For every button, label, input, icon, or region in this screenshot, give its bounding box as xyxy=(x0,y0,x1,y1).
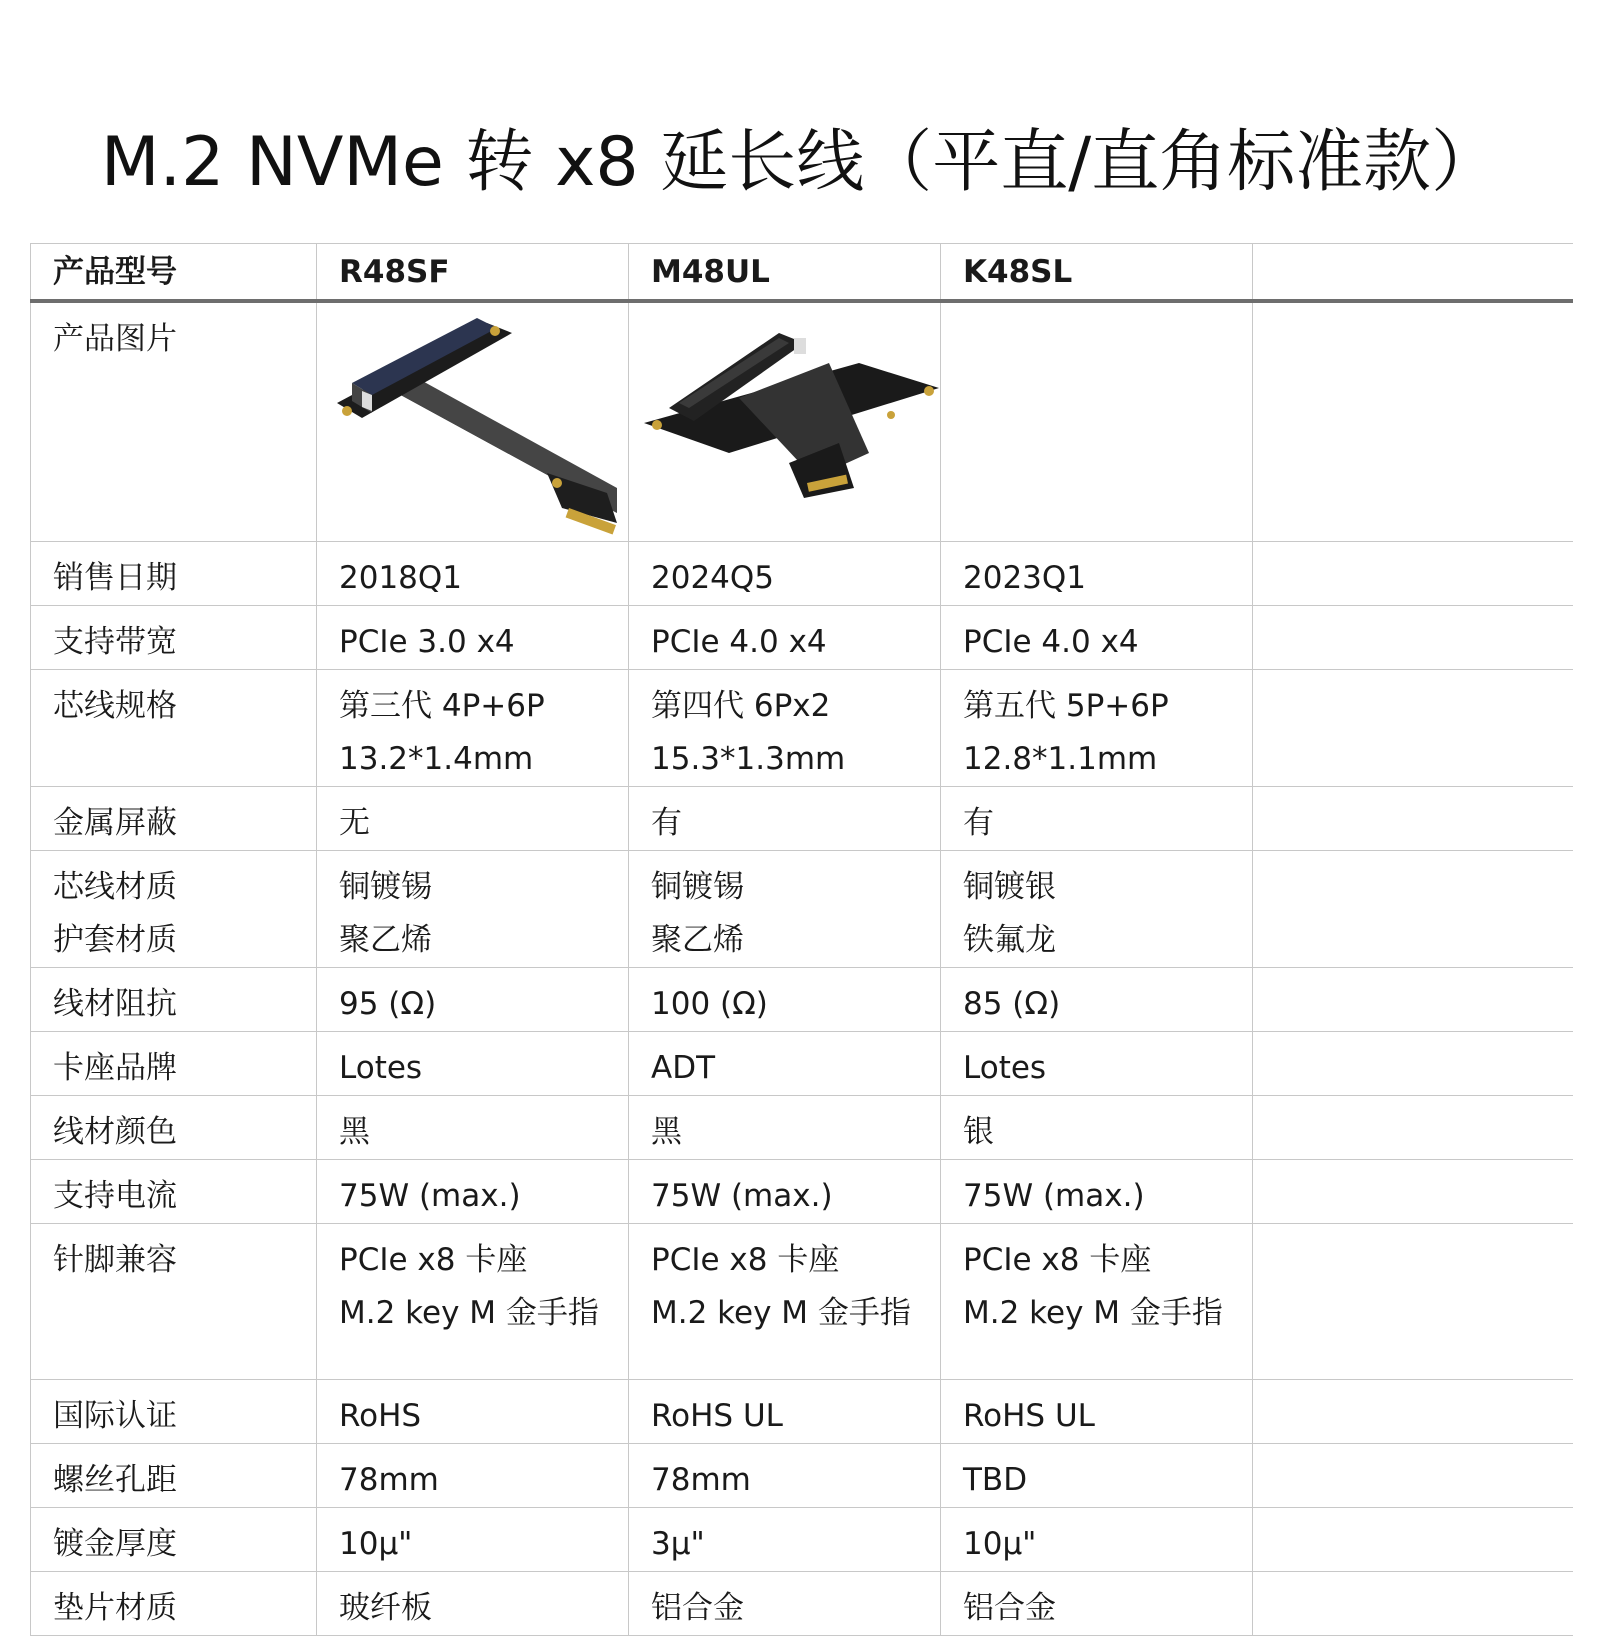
model-name-empty xyxy=(1253,244,1573,302)
cell-connector-brand-empty xyxy=(1253,1031,1573,1095)
cell-text: 15.3*1.3mm xyxy=(651,740,846,777)
cell-certification-m48ul xyxy=(629,1379,941,1443)
cell-text: 85 (Ω) xyxy=(963,985,1061,1022)
cell-spacer-material-m48ul xyxy=(629,1571,941,1635)
cell-text: RoHS UL xyxy=(651,1397,783,1434)
cell-sale-date-empty xyxy=(1253,541,1573,605)
row-label-text: 线材阻抗 xyxy=(53,985,177,1022)
cell-bandwidth-r48sf xyxy=(317,605,629,669)
cell-metal-shield-k48sl xyxy=(941,786,1253,850)
row-impedance xyxy=(31,967,1573,1031)
cell-metal-shield-empty xyxy=(1253,786,1573,850)
row-label-text: 卡座品牌 xyxy=(53,1049,177,1086)
cell-metal-shield-m48ul xyxy=(629,786,941,850)
cell-material-empty xyxy=(1253,850,1573,967)
cell-text: PCIe 4.0 x4 xyxy=(963,623,1139,660)
row-label-pin-compat xyxy=(31,1223,317,1379)
cell-pin-compat-r48sf xyxy=(317,1223,629,1379)
cell-pin-compat-empty xyxy=(1253,1223,1573,1379)
cell-connector-brand-m48ul xyxy=(629,1031,941,1095)
cell-metal-shield-r48sf xyxy=(317,786,629,850)
image-cell-k48sl xyxy=(941,301,1253,541)
row-certification xyxy=(31,1379,1573,1443)
row-label-spacer-material xyxy=(31,1571,317,1635)
row-label-sale-date xyxy=(31,541,317,605)
row-label-text: 护套材质 xyxy=(53,921,177,958)
row-label-text: 芯线规格 xyxy=(53,687,177,724)
cell-text: 第四代 6Px2 xyxy=(651,687,831,724)
cell-text: 无 xyxy=(339,804,370,841)
cell-material-k48sl xyxy=(941,850,1253,967)
cell-screw-spacing-k48sl xyxy=(941,1443,1253,1507)
cell-cable-color-r48sf xyxy=(317,1095,629,1159)
cell-text: 第三代 4P+6P xyxy=(339,687,545,724)
cell-core-spec-r48sf xyxy=(317,669,629,786)
row-sale-date xyxy=(31,541,1573,605)
cell-sale-date-r48sf xyxy=(317,541,629,605)
cell-text: 第五代 5P+6P xyxy=(963,687,1169,724)
cell-text: 有 xyxy=(963,804,994,841)
cell-text: PCIe x8 卡座 xyxy=(963,1241,1152,1278)
cell-certification-r48sf xyxy=(317,1379,629,1443)
row-label-text: 线材颜色 xyxy=(53,1113,177,1150)
cell-text: Lotes xyxy=(963,1049,1047,1086)
row-label-metal-shield xyxy=(31,786,317,850)
row-bandwidth xyxy=(31,605,1573,669)
cell-text: 玻纤板 xyxy=(339,1589,432,1626)
row-label-text: 垫片材质 xyxy=(53,1589,177,1626)
cell-text: RoHS UL xyxy=(963,1397,1095,1434)
cell-text: 聚乙烯 xyxy=(651,921,744,958)
cell-current-m48ul xyxy=(629,1159,941,1223)
cell-text: 10μ" xyxy=(963,1525,1037,1562)
row-current xyxy=(31,1159,1573,1223)
row-label-connector-brand xyxy=(31,1031,317,1095)
row-cable-color xyxy=(31,1095,1573,1159)
cell-spacer-material-k48sl xyxy=(941,1571,1253,1635)
image-cell-r48sf xyxy=(317,301,629,541)
cell-text: 聚乙烯 xyxy=(339,921,432,958)
image-row-label: 产品图片 xyxy=(31,301,317,541)
row-label-cable-color xyxy=(31,1095,317,1159)
row-pin-compat xyxy=(31,1223,1573,1379)
cell-text: M.2 key M 金手指 xyxy=(339,1294,599,1331)
cell-cable-color-k48sl xyxy=(941,1095,1253,1159)
row-label-current xyxy=(31,1159,317,1223)
cell-text: M.2 key M 金手指 xyxy=(963,1294,1223,1331)
cell-screw-spacing-empty xyxy=(1253,1443,1573,1507)
riser-cable-right-angle-image xyxy=(629,303,940,538)
cell-impedance-empty xyxy=(1253,967,1573,1031)
cell-gold-thickness-r48sf xyxy=(317,1507,629,1571)
row-label-text: 支持电流 xyxy=(53,1177,177,1214)
image-cell-m48ul xyxy=(629,301,941,541)
cell-text: 75W (max.) xyxy=(651,1177,833,1214)
cell-text: 78mm xyxy=(651,1461,751,1498)
cell-gold-thickness-empty xyxy=(1253,1507,1573,1571)
cell-text: 铝合金 xyxy=(963,1589,1056,1626)
cell-text: 铜镀银 xyxy=(963,868,1056,905)
page-title: M.2 NVMe 转 x8 延长线（平直/直角标准款） xyxy=(100,123,1500,202)
riser-cable-straight-image xyxy=(317,303,628,538)
row-label-core-spec xyxy=(31,669,317,786)
cell-text: TBD xyxy=(963,1461,1028,1498)
cell-connector-brand-k48sl xyxy=(941,1031,1253,1095)
row-label-certification xyxy=(31,1379,317,1443)
cell-bandwidth-empty xyxy=(1253,605,1573,669)
cell-text: 铝合金 xyxy=(651,1589,744,1626)
cell-cable-color-m48ul xyxy=(629,1095,941,1159)
row-label-impedance xyxy=(31,967,317,1031)
cell-text: ADT xyxy=(651,1049,716,1086)
cell-spacer-material-r48sf xyxy=(317,1571,629,1635)
cell-certification-empty xyxy=(1253,1379,1573,1443)
cell-text: 2018Q1 xyxy=(339,559,463,596)
cell-text: 黑 xyxy=(651,1113,682,1150)
cell-text: 3μ" xyxy=(651,1525,705,1562)
row-gold-thickness xyxy=(31,1507,1573,1571)
cell-current-empty xyxy=(1253,1159,1573,1223)
cell-impedance-k48sl xyxy=(941,967,1253,1031)
row-label-bandwidth xyxy=(31,605,317,669)
cell-text: 2024Q5 xyxy=(651,559,775,596)
header-label: 产品型号 xyxy=(31,244,317,302)
cell-gold-thickness-k48sl xyxy=(941,1507,1253,1571)
model-name-k48sl: K48SL xyxy=(941,244,1253,302)
cell-sale-date-k48sl xyxy=(941,541,1253,605)
row-metal-shield xyxy=(31,786,1573,850)
cell-screw-spacing-m48ul xyxy=(629,1443,941,1507)
row-spacer-material xyxy=(31,1571,1573,1635)
row-label-screw-spacing xyxy=(31,1443,317,1507)
model-name-m48ul: M48UL xyxy=(629,244,941,302)
cell-material-m48ul xyxy=(629,850,941,967)
cell-text: PCIe x8 卡座 xyxy=(651,1241,840,1278)
cell-text: 2023Q1 xyxy=(963,559,1087,596)
cell-impedance-m48ul xyxy=(629,967,941,1031)
cell-gold-thickness-m48ul xyxy=(629,1507,941,1571)
cell-bandwidth-m48ul xyxy=(629,605,941,669)
row-label-gold-thickness xyxy=(31,1507,317,1571)
cell-text: 13.2*1.4mm xyxy=(339,740,534,777)
row-label-text: 金属屏蔽 xyxy=(53,804,177,841)
model-name-r48sf: R48SF xyxy=(317,244,629,302)
cell-text: 铜镀锡 xyxy=(339,868,432,905)
cell-core-spec-empty xyxy=(1253,669,1573,786)
cell-text: Lotes xyxy=(339,1049,423,1086)
cell-pin-compat-k48sl xyxy=(941,1223,1253,1379)
cell-impedance-r48sf xyxy=(317,967,629,1031)
row-label-text: 国际认证 xyxy=(53,1397,177,1434)
header-row xyxy=(31,244,1573,302)
cell-text: PCIe x8 卡座 xyxy=(339,1241,528,1278)
row-label-text: 针脚兼容 xyxy=(53,1241,177,1278)
cell-cable-color-empty xyxy=(1253,1095,1573,1159)
row-label-text: 支持带宽 xyxy=(53,623,177,660)
cell-text: 银 xyxy=(963,1113,994,1150)
cell-text: PCIe 4.0 x4 xyxy=(651,623,827,660)
row-connector-brand xyxy=(31,1031,1573,1095)
row-label-material xyxy=(31,850,317,967)
cell-text: 75W (max.) xyxy=(963,1177,1145,1214)
cell-sale-date-m48ul xyxy=(629,541,941,605)
cell-text: 12.8*1.1mm xyxy=(963,740,1158,777)
cell-spacer-material-empty xyxy=(1253,1571,1573,1635)
row-label-text: 螺丝孔距 xyxy=(53,1461,177,1498)
row-label-text: 销售日期 xyxy=(53,559,177,596)
cell-text: 75W (max.) xyxy=(339,1177,521,1214)
row-label-text: 芯线材质 xyxy=(53,868,177,905)
cell-core-spec-k48sl xyxy=(941,669,1253,786)
cell-text: PCIe 3.0 x4 xyxy=(339,623,515,660)
cell-text: RoHS xyxy=(339,1397,422,1434)
cell-text: 78mm xyxy=(339,1461,439,1498)
cell-text: 95 (Ω) xyxy=(339,985,437,1022)
cell-material-r48sf xyxy=(317,850,629,967)
cell-certification-k48sl xyxy=(941,1379,1253,1443)
image-cell-empty xyxy=(1253,301,1573,541)
cell-connector-brand-r48sf xyxy=(317,1031,629,1095)
cell-text: M.2 key M 金手指 xyxy=(651,1294,911,1331)
cell-current-r48sf xyxy=(317,1159,629,1223)
cell-text: 黑 xyxy=(339,1113,370,1150)
row-label-text: 镀金厚度 xyxy=(53,1525,177,1562)
cell-bandwidth-k48sl xyxy=(941,605,1253,669)
cell-text: 铁氟龙 xyxy=(963,921,1056,958)
image-row xyxy=(31,301,1573,541)
cell-text: 10μ" xyxy=(339,1525,413,1562)
cell-text: 有 xyxy=(651,804,682,841)
cell-current-k48sl xyxy=(941,1159,1253,1223)
row-screw-spacing xyxy=(31,1443,1573,1507)
row-core-spec xyxy=(31,669,1573,786)
cell-screw-spacing-r48sf xyxy=(317,1443,629,1507)
spec-table xyxy=(30,243,1573,1636)
row-material xyxy=(31,850,1573,967)
cell-core-spec-m48ul xyxy=(629,669,941,786)
cell-pin-compat-m48ul xyxy=(629,1223,941,1379)
cell-text: 100 (Ω) xyxy=(651,985,768,1022)
cell-text: 铜镀锡 xyxy=(651,868,744,905)
